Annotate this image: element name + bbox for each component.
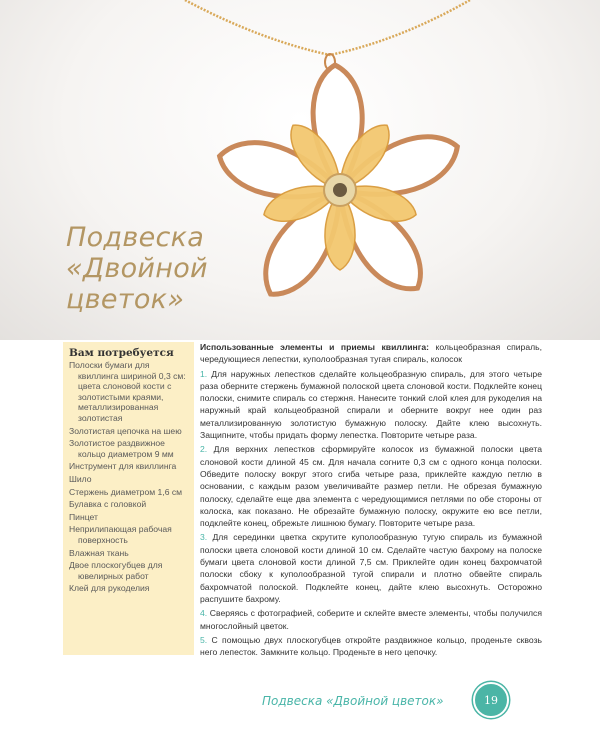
material-item: Полоски бумаги для квиллинга шириной 0,3 см: цвета слоновой кости с золотистыми краями, металлизированная золотистая [69, 360, 186, 423]
step-number: 5. [200, 634, 208, 645]
title-line: «Двойной [66, 253, 208, 284]
intro-text: кольцеобразная спираль, чередующиеся лепестки, куполообразная тугая спираль, колосок [200, 342, 542, 365]
step-number: 3. [200, 532, 208, 543]
step-text: Сверяясь с фотографией, соберите и склейте вместе элементы, чтобы получился многослойный цветок. [200, 608, 542, 631]
step [200, 607, 542, 632]
running-title: Подвеска «Двойной цветок» [262, 694, 444, 708]
material-item: Стержень диаметром 1,6 см [69, 486, 183, 497]
step [200, 634, 542, 659]
step [200, 531, 542, 605]
step-number: 1. [200, 368, 208, 379]
material-item: Шило [69, 473, 92, 484]
step-text: Для наружных лепестков сделайте кольцеобразную спираль, для этого четыре раза оберните стержень бумажной полоской цвета слоновой кости. Подклейте конец полоски, снимите спираль со стержня. Нанесите тонкий слой клея для рукоделия на наружный край кольцеобразной спирали и оберните вокруг нее один раз металлизированную золотистую бумажную полоску. Дайте клею высохнуть. Защипните, чтобы придать форму лепестка. Повторите четыре раза. [200, 368, 542, 441]
materials-heading: Вам потребуется [69, 347, 174, 359]
title-line: Подвеска [66, 222, 205, 253]
material-item: Клей для рукоделия [69, 583, 150, 594]
outer-petals [213, 65, 466, 307]
page-number: 19 [473, 682, 509, 718]
step [200, 368, 542, 442]
materials-sidebar [63, 342, 194, 655]
material-item: Двое плоскогубцев для ювелирных работ [69, 560, 163, 581]
intro-label: Использованные элементы и приемы квиллинга: [200, 342, 429, 352]
step-text: Для серединки цветка скрутите куполообразную тугую спираль из бумажной полоски цвета слоновой кости длиной 10 см. Сделайте частую бахрому на полоске бумаги цвета слоновой кости длиной 7,5 см. Приклейте один конец бахромчатой полоски сбоку к куполообразной тугой спирали и плотно обвейте спираль бахромчатой полоской. Подклейте конец, дайте клею высохнуть. Осторожно распушите бахрому. [200, 532, 542, 604]
material-item: Влажная ткань [69, 547, 129, 558]
techniques-intro [200, 341, 542, 366]
page-title [66, 222, 208, 315]
step-text: С помощью двух плоскогубцев откройте раздвижное кольцо, проденьте сквозь него лепесток. Замкните кольцо. Проденьте в него цепочку. [200, 634, 542, 658]
step [200, 443, 542, 529]
material-item: Неприлипающая рабочая поверхность [69, 524, 172, 545]
title-line: цветок» [66, 284, 185, 315]
material-item: Булавка с головкой [69, 499, 147, 510]
step-text: Для верхних лепестков сформируйте колосок из бумажной полоски цвета слоновой кости длиной 45 см. Для начала согните 0,3 см с одного конца полоски. Обведите полоску вокруг этого сгиба четыре раза, приклейте каждую петлю в основании, с каждым разом увеличивайте размер петли. Не обрезая бумажную полоску, сделайте еще два элемента с чередующимися петлями по обе стороны от колоска, как показано. Не обрезайте бумажную полоску, окружите ею все петли, подклейте конец, обрежьте лишнюю бумагу. Повторите четыре раза. [200, 444, 542, 529]
material-item: Золотистая цепочка на шею [69, 425, 182, 436]
material-item: Золотистое раздвижное кольцо диаметром 9 мм [69, 438, 174, 459]
chain [185, 0, 470, 55]
material-item: Инструмент для квиллинга [69, 461, 177, 472]
step-number: 2. [200, 444, 208, 455]
center-dome [333, 183, 347, 197]
material-item: Пинцет [69, 511, 98, 522]
step-number: 4. [200, 608, 208, 619]
instructions [200, 341, 542, 660]
